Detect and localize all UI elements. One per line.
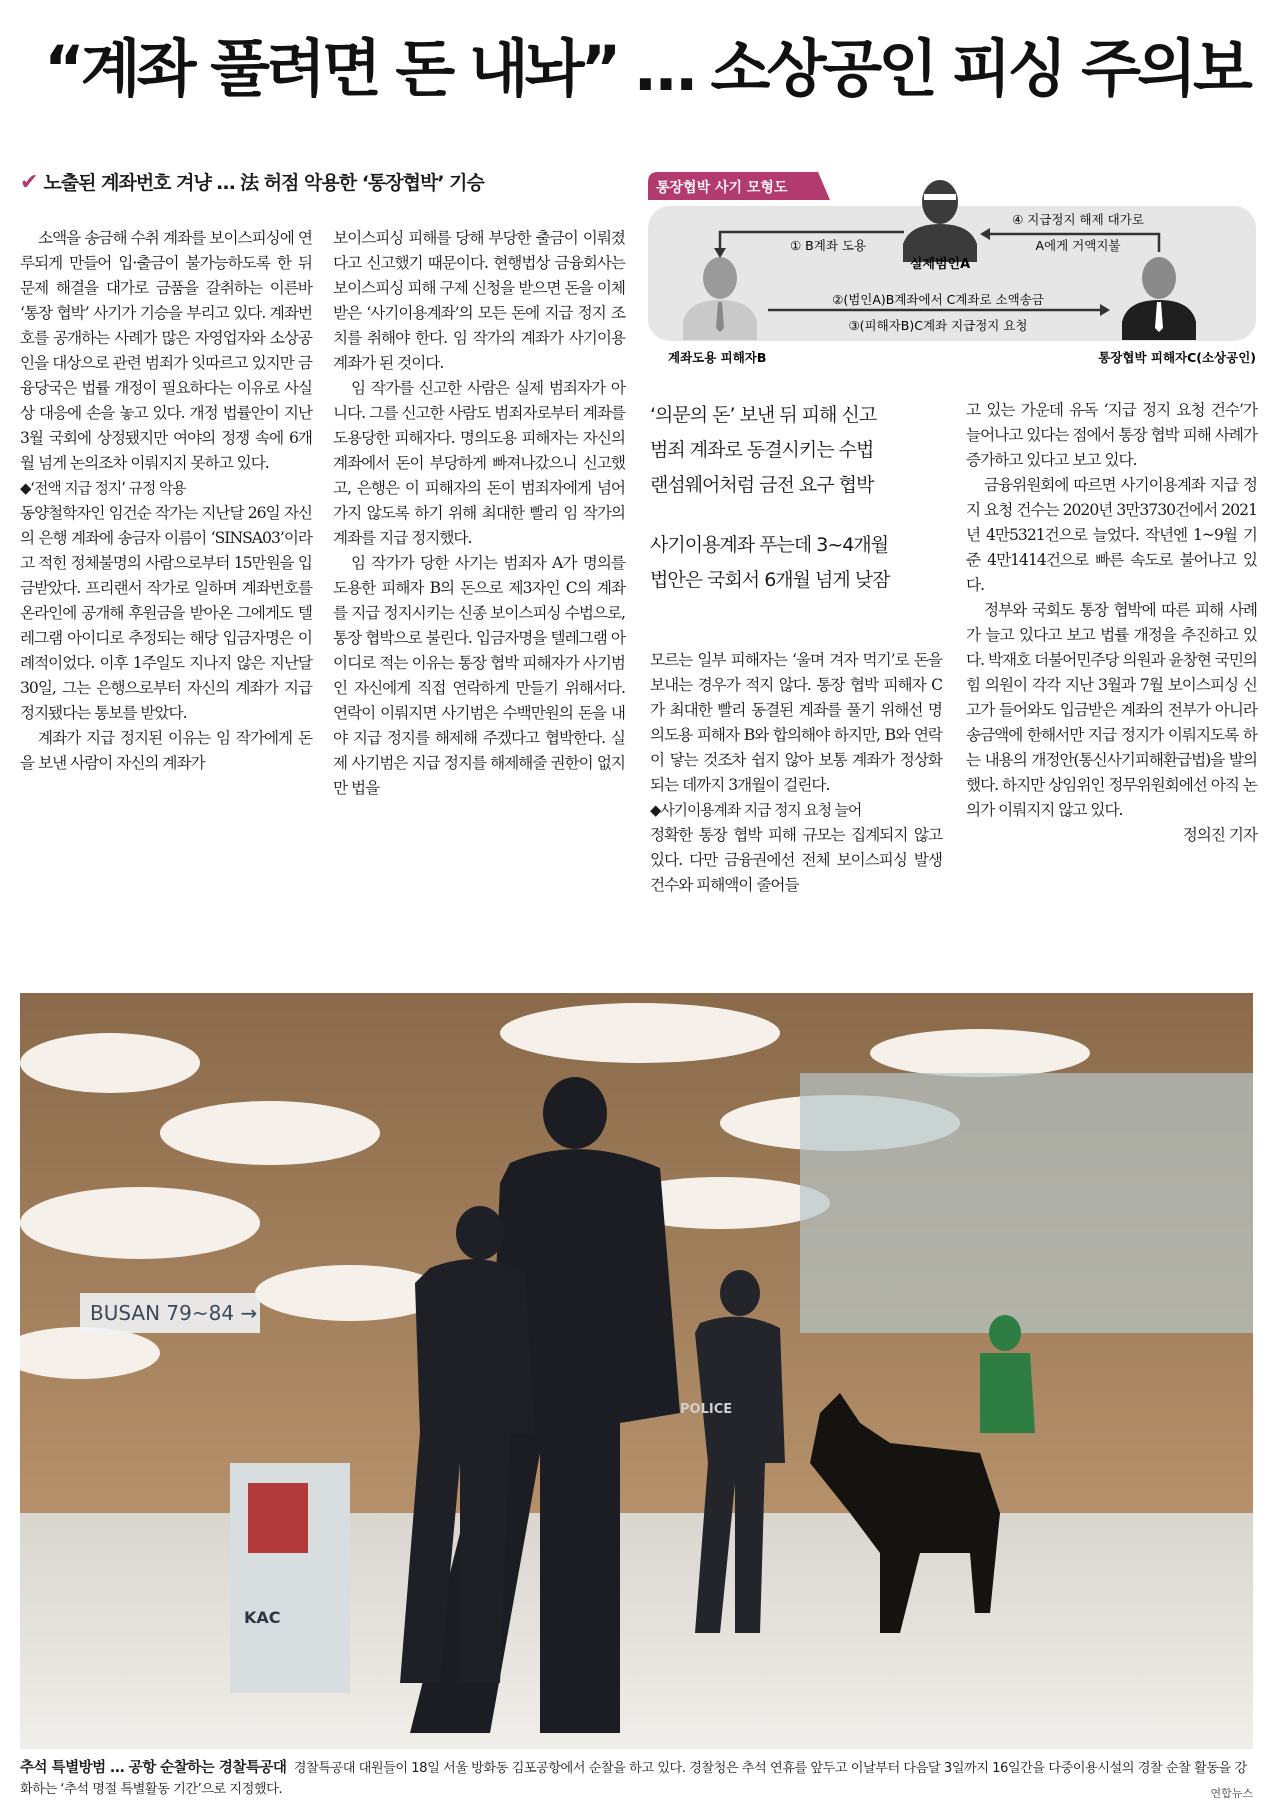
byline: 정의진 기자 — [1182, 826, 1257, 844]
floor — [20, 1513, 1253, 1749]
step4-label-b: A에게 거액지불 — [1035, 238, 1121, 253]
pullquote-line: ‘의문의 돈’ 보낸 뒤 피해 신고 — [650, 404, 877, 426]
vest-text: POLICE — [680, 1402, 733, 1417]
photo-credit: 연합뉴스 — [1210, 1787, 1253, 1800]
step4-label-a: ④ 지급정지 해제 대가로 — [1012, 212, 1144, 227]
paragraph: 동양철학자인 임건순 작가는 지난달 26일 자신의 은행 계좌에 송금자 이름이 ‘SINSA03’이라고 적힌 정체불명의 사람으로부터 15만원을 입금받았다. 프리랜서 작가로 일하며 계좌번호를 온라인에 공개해 후원금을 받아온 그에게도 텔레그램 아이디로 추정되는 해당 입금자명은 이례적이었다. 이후 1주일도 지나지 않은 지난달 30일, 그는 은행으로부터 자신의 계좌가 지급 정지됐다는 통보를 받았다. — [20, 504, 312, 722]
paragraph: 소액을 송금해 수취 계좌를 보이스피싱에 연루되게 만들어 입·출금이 불가능하도록 한 뒤 문제 해결을 대가로 금품을 갈취하는 이른바 ‘통장 협박’ 사기가 기승을 부리고 있다. 계좌번호를 공개하는 사례가 많은 자영업자와 소상공인을 대상으로 관련 범죄가 잇따르고 있지만 금융당국은 법률 개정이 필요하다는 이유로 사실상 대응에 손을 놓고 있다. 개정 법률안이 지난 3월 국회에 상정됐지만 여야의 정쟁 속에 6개월 넘게 논의조차 이뤄지지 못하고 있다. — [20, 229, 312, 472]
pullquote-line: 사기이용계좌 푸는데 3~4개월 — [650, 534, 889, 556]
headline: “계좌 풀려면 돈 내놔” … 소상공인 피싱 주의보 — [44, 32, 1249, 105]
paragraph: 보이스피싱 피해를 당해 부당한 출금이 이뤄졌다고 신고했기 때문이다. 현행법상 금융회사는 보이스피싱 피해 구제 신청을 받으면 돈을 이체받은 ‘사기이용계좌’의 모든 돈에 지급 정지 조치를 취해야 한다. 임 작가의 계좌가 사기이용계좌가 된 것이다. — [333, 229, 625, 372]
pullquote-line: 범죄 계좌로 동결시키는 수법 — [650, 439, 874, 461]
victim-b-label: 계좌도용 피해자B — [668, 350, 767, 365]
caption-text: 경찰특공대 대원들이 18일 서울 방화동 김포공항에서 순찰을 하고 있다. 경찰청은 추석 연휴를 앞두고 이날부터 다음달 3일까지 16일간을 다중이용시설의 경찰 순찰 활동을 강화하는 ‘추석 명절 특별활동 기간’으로 지정했다. — [20, 1761, 1247, 1797]
paragraph: 고 있는 가운데 유독 ‘지급 정지 요청 건수’가 늘어나고 있다는 점에서 통장 협박 피해 사례가 증가하고 있다고 보고 있다. — [966, 401, 1257, 469]
paragraph: 모르는 일부 피해자는 ‘울며 겨자 먹기’로 돈을 보내는 경우가 적지 않다. 통장 협박 피해자 C가 최대한 빨리 동결된 계좌를 풀기 위해선 명의도용 피해자 B와 합의해야 하지만, B와 연락이 닿는 것조차 쉽지 않아 보통 계좌가 정상화되는 데까지 3개월이 걸린다. — [650, 651, 942, 794]
step1-label: ① B계좌 도용 — [789, 238, 867, 253]
article-column-1 — [20, 226, 312, 776]
diagram-title: 통장협박 사기 모형도 — [656, 180, 788, 196]
fraud-diagram — [648, 172, 1258, 382]
section-heading: ◆사기이용계좌 지급 정지 요청 늘어 — [650, 802, 862, 819]
pullquote-2 — [650, 528, 960, 598]
paragraph: 계좌가 지급 정지된 이유는 임 작가에게 돈을 보낸 사람이 자신의 계좌가 — [20, 729, 312, 772]
kiosk-label: KAC — [244, 1608, 281, 1627]
paragraph: 금융위원회에 따르면 사기이용계좌 지급 정지 요청 건수는 2020년 3만3730건에서 2021년 4만5321건으로 늘었다. 작년엔 1~9월 기준 4만1414건으로 빠른 속도로 불어나고 있다. — [966, 476, 1257, 594]
kiosk-screen — [248, 1483, 308, 1553]
article-column-2 — [333, 226, 625, 801]
paragraph: 정확한 통장 협박 피해 규모는 집계되지 않고 있다. 다만 금융권에선 전체 보이스피싱 발생 건수와 피해액이 줄어들 — [650, 826, 942, 894]
check-icon: ✔ — [20, 170, 38, 195]
step3-label: ③(피해자B)C계좌 지급정지 요청 — [848, 318, 1028, 333]
photo-caption — [20, 1758, 1253, 1800]
step2-label: ②(범인A)B계좌에서 C계좌로 소액송금 — [832, 292, 1044, 307]
subhead-text: 노출된 계좌번호 겨냥 … 法 허점 악용한 ‘통장협박’ 기승 — [43, 172, 484, 194]
article-column-4 — [966, 398, 1257, 848]
subhead — [20, 168, 640, 195]
victim-c-label: 통장협박 피해자C(소상공인) — [1098, 350, 1256, 365]
fraudster-label: 실제범인A — [909, 257, 971, 272]
glass-railing — [800, 1073, 1253, 1333]
pullquote-line: 랜섬웨어처럼 금전 요구 협박 — [650, 474, 874, 496]
article-column-3 — [650, 648, 942, 898]
sign-text: BUSAN 79~84 → — [90, 1301, 258, 1325]
paragraph: 임 작가가 당한 사기는 범죄자 A가 명의를 도용한 피해자 B의 돈으로 제3자인 C의 계좌를 지급 정지시키는 신종 보이스피싱 수법으로, 통장 협박으로 불린다. 입금자명을 텔레그램 아이디로 적는 이유는 통장 협박 피해자가 사기범인 자신에게 직접 연락하게 만들기 위해서다. 연락이 이뤄지면 사기범은 수백만원의 돈을 내야 지급 정지를 해제해 주겠다고 협박한다. 실제 사기범은 지급 정지를 해제해줄 권한이 없지만 법을 — [333, 554, 625, 797]
pullquote-1 — [650, 398, 960, 503]
paragraph: 임 작가를 신고한 사람은 실제 범죄자가 아니다. 그를 신고한 사람도 범죄자로부터 계좌를 도용당한 피해자다. 명의도용 피해자는 자신의 계좌에서 돈이 부당하게 빠져나갔으니 신고했고, 은행은 이 피해자의 돈이 범죄자에게 넘어가지 않도록 하기 위해 최대한 빨리 임 작가의 계좌를 지급 정지했다. — [333, 379, 625, 547]
pullquote-line: 법안은 국회서 6개월 넘게 낮잠 — [650, 569, 890, 591]
paragraph: 정부와 국회도 통장 협박에 따른 피해 사례가 늘고 있다고 보고 법률 개정을 추진하고 있다. 박재호 더불어민주당 의원과 윤창현 국민의힘 의원이 각각 지난 3월과 7월 보이스피싱 신고가 들어와도 입금받은 계좌의 전부가 아니라 송금액에 한해서만 지급 정지가 이뤄지도록 하는 내용의 개정안(통신사기피해환급법)을 발의했다. 하지만 상임위인 정무위원회에선 아직 논의가 이뤄지지 않고 있다. — [966, 601, 1257, 819]
news-photo — [20, 993, 1253, 1749]
section-heading: ◆‘전액 지급 정지’ 규정 악용 — [20, 480, 186, 497]
caption-title: 추석 특별방범 … 공항 순찰하는 경찰특공대 — [20, 1760, 287, 1776]
